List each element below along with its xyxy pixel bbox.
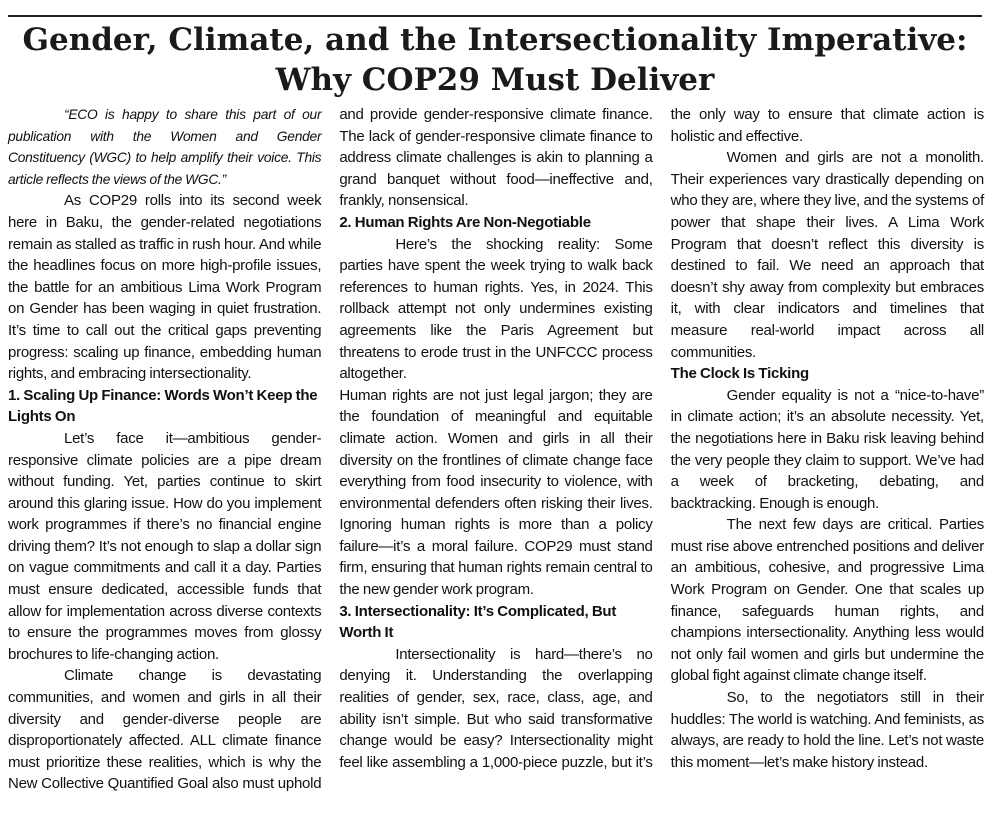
paragraph: Intersectionality is hard—there’s no denying it. Understanding the overlapping realities of gender, sex, race, class, age, and ability isn’t simple. But who said transformative change would be easy? Intersectionality might feel like assembling a 1,000-piece puzzle, but it’s the only way to ensure that climate action is holistic and effective. <box>339 106 984 771</box>
article-body <box>8 104 984 795</box>
paragraph: As COP29 rolls into its second week here in Baku, the gender-related negotiations remain as stalled as traffic in rush hour. And while the headlines focus on more high-profile issues, the battle for an ambitious Lima Work Program on Gender has been waging in quiet frustration. It’s time to call out the critical gaps preventing progress: scaling up finance, embedding human rights, and embracing intersectionality. <box>8 192 322 383</box>
paragraph: Let’s face it—ambitious gender-responsive climate policies are a pipe dream without funding. Yet, parties continue to skirt around this glaring issue. How do you implement work programmes if there’s no financial engine driving them? It’s not enough to slap a dollar sign on vague commitments and call it a day. Parties must ensure dedicated, accessible funds that allow for implementation across diverse contexts to ensure the programmes moves from glossy brochures to life-changing action. <box>8 429 322 663</box>
paragraph: The next few days are critical. Parties must rise above entrenched positions and deliver an ambitious, cohesive, and progressive Lima Work Program on Gender. One that scales up finance, safeguards human rights, and champions intersectionality. Anything less would not only fail women and girls but undermine the global fight against climate change itself. <box>670 516 984 685</box>
section-heading: 2. Human Rights Are Non-Negotiable <box>339 213 591 231</box>
paragraph: So, to the negotiators still in their huddles: The world is watching. And feminists, as always, are ready to hold the line. Let’s not waste this moment—let’s make history instead. <box>670 689 984 771</box>
section-heading: The Clock Is Ticking <box>670 365 809 383</box>
intro-note: “ECO is happy to share this part of our publication with the Women and Gender Constituency (WGC) to help amplify their voice. This article reflects the views of the WGC.” <box>8 107 322 187</box>
title-line-2: Why COP29 Must Deliver <box>275 62 715 98</box>
article-title <box>0 20 990 100</box>
paragraph: Here’s the shocking reality: Some parties have spent the week trying to walk back references to human rights. Yes, in 2024. This rollback attempt not only undermines existing agreements like the Paris Agreement but threatens to erode trust in the UNFCCC process altogether. <box>339 235 653 383</box>
section-heading: 1. Scaling Up Finance: Words Won’t Keep the Lights On <box>8 386 318 426</box>
paragraph: Gender equality is not a “nice-to-have” in climate action; it’s an absolute necessity. Yet, the negotiations here in Baku risk leaving behind the very people they claim to support. We’ve had a week of bracketing, debating, and backtracking. Enough is enough. <box>670 386 984 512</box>
title-line-1: Gender, Climate, and the Intersectionality Imperative: <box>22 22 968 58</box>
section-heading: 3. Intersectionality: It’s Complicated, But Worth It <box>339 602 617 642</box>
paragraph: Women and girls are not a monolith. Their experiences vary drastically depending on who they are, where they live, and the systems of power that shape their lives. A Lima Work Program that doesn’t reflect this diversity is destined to fail. We need an approach that doesn’t shy away from complexity but embraces it, with clear indicators and timelines that measure real-world impact across all communities. <box>670 149 984 361</box>
header-rule <box>8 15 982 17</box>
paragraph: Climate change is devastating communities, and women and girls in all their diversity and gender-diverse people are disproportionately affected. ALL climate finance must prioritize these realities, which is why the New Collective Quantified Goal also must uphold and provide gender-responsive climate finance. The lack of gender-responsive climate finance to address climate challenges is akin to planning a grand banquet without food—ineffective and, frankly, nonsensical. <box>8 106 653 793</box>
paragraph: Human rights are not just legal jargon; they are the foundation of meaningful and equitable climate action. Women and girls in all their diversity on the frontlines of climate change face everything from food insecurity to violence, with environmental defenders often risking their lives. Ignoring human rights is more than a policy failure—it’s a moral failure. COP29 must stand firm, ensuring that human rights remain central to the new gender work program. <box>339 386 653 599</box>
